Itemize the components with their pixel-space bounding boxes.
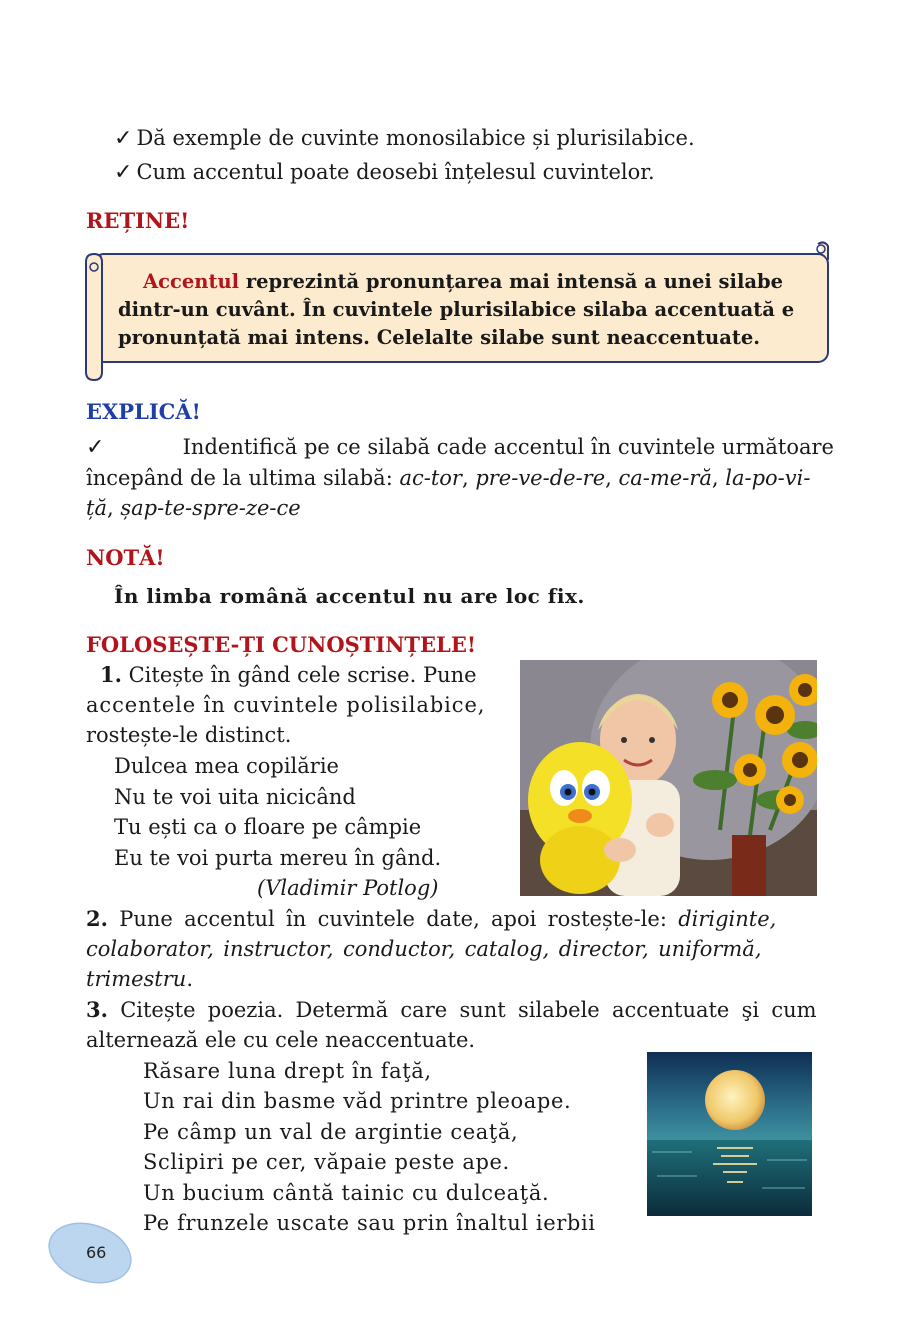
poem2-line: Pe câmp un val de argintie ceaţă, bbox=[143, 1119, 519, 1144]
sep: , bbox=[605, 466, 619, 490]
retine-line-2: dintr-un cuvânt. În cuvintele plurisilabice silaba accentuată e bbox=[118, 298, 795, 321]
bullet-item-2 bbox=[114, 157, 655, 188]
ex1-line-2: accentele în cuvintele polisilabice, bbox=[86, 693, 486, 717]
page-number: 66 bbox=[86, 1243, 107, 1262]
bullet-text-1: Dă exemple de cuvinte monosilabice și plurisilabice. bbox=[136, 126, 695, 150]
ex1-line-3: rostește-le distinct. bbox=[86, 723, 292, 747]
exercise-3 bbox=[86, 995, 836, 1055]
explica-line-1: Indentifică pe ce silabă cade accentul în cuvintele următoare bbox=[182, 435, 834, 459]
ex1-line-1 bbox=[86, 660, 502, 690]
ex3-line-2: alternează ele cu cele neaccentuate. bbox=[86, 1028, 476, 1052]
word-actor: ac-tor bbox=[399, 466, 462, 490]
explica-line-3 bbox=[86, 493, 834, 523]
retine-line-3: pronunțată mai intens. Celelalte silabe sunt neaccentuate. bbox=[118, 326, 761, 349]
sep: , bbox=[711, 466, 726, 490]
ex2-word-trimestru: trimestru bbox=[86, 967, 187, 991]
poem1-line: Tu ești ca o floare pe câmpie bbox=[114, 815, 422, 839]
nota-heading: NOTĂ! bbox=[86, 545, 165, 570]
explica-text bbox=[86, 432, 834, 523]
retine-text bbox=[118, 268, 808, 352]
checkmark-icon: ✓ bbox=[114, 160, 133, 185]
foloseste-heading: FOLOSEȘTE-ȚI CUNOȘTINȚELE! bbox=[86, 632, 477, 657]
poem1-line: Dulcea mea copilărie bbox=[114, 754, 339, 778]
moon-sea-photo bbox=[647, 1052, 812, 1216]
ex2-line-1-text: Pune accentul în cuvintele date, apoi rostește-le: bbox=[107, 907, 679, 931]
word-saptesprezece: șap-te-spre-ze-ce bbox=[120, 496, 301, 520]
poem1-line: Nu te voi uita nicicând bbox=[114, 784, 356, 809]
ex2-word-diriginte: diriginte, bbox=[678, 907, 777, 931]
explica-heading: EXPLICĂ! bbox=[86, 399, 201, 424]
exercise-1 bbox=[86, 660, 502, 750]
nota-text: În limba română accentul nu are loc fix. bbox=[114, 584, 585, 608]
retine-heading: REȚINE! bbox=[86, 208, 190, 233]
word-lapovita-b: ță bbox=[86, 496, 107, 520]
checkmark-icon: ✓ bbox=[114, 126, 133, 151]
checkmark-icon: ✓ bbox=[86, 435, 105, 460]
ex2-line-3-end: . bbox=[186, 967, 194, 991]
bullet-item-1 bbox=[114, 123, 695, 154]
ex2-line-3 bbox=[86, 964, 836, 994]
child-sunflowers-photo bbox=[520, 660, 817, 896]
word-prevedere: pre-ve-de-re bbox=[475, 466, 606, 490]
word-lapovita-a: la-po-vi- bbox=[725, 466, 811, 490]
word-camera: ca-me-ră bbox=[618, 466, 712, 490]
ex3-line-1 bbox=[86, 995, 836, 1025]
retine-line-1: reprezintă pronunțarea mai intensă a unei silabe bbox=[239, 270, 784, 293]
page-number-badge bbox=[44, 1218, 136, 1284]
retine-scroll bbox=[82, 238, 834, 383]
poem1-line: Eu te voi purta mereu în gând. bbox=[114, 845, 442, 870]
sep: , bbox=[461, 466, 476, 490]
ex1-number: 1. bbox=[100, 662, 122, 687]
keyword-accentul: Accentul bbox=[143, 270, 240, 293]
sep: , bbox=[106, 496, 121, 520]
poem2-line: Un bucium cântă tainic cu dulceaţă. bbox=[143, 1180, 550, 1205]
exercise-2 bbox=[86, 904, 836, 994]
ex2-line-2: colaborator, instructor, conductor, catalog, director, uniformă, bbox=[86, 937, 762, 961]
explica-line-2-prefix: începând de la ultima silabă: bbox=[86, 466, 400, 490]
ex2-line-1 bbox=[86, 904, 836, 934]
poem-1 bbox=[114, 751, 441, 873]
poem2-line: Răsare luna drept în faţă, bbox=[143, 1059, 432, 1083]
explica-line-2 bbox=[86, 463, 834, 493]
ex1-line-1-text: Citește în gând cele scrise. Pune bbox=[121, 663, 477, 687]
poem2-line: Sclipiri pe cer, văpaie peste ape. bbox=[143, 1150, 510, 1175]
ex3-number: 3. bbox=[86, 997, 108, 1022]
ex2-number: 2. bbox=[86, 906, 108, 931]
poem-2 bbox=[143, 1056, 596, 1238]
poem2-line: Un rai din basme văd printre pleoape. bbox=[143, 1089, 572, 1114]
poem1-author: (Vladimir Potlog) bbox=[257, 876, 439, 900]
ex3-line-1-text: Citește poezia. Determă care sunt silabele accentuate şi cum bbox=[107, 998, 817, 1022]
poem2-line: Pe frunzele uscate sau prin înaltul ierbii bbox=[143, 1211, 596, 1236]
bullet-text-2: Cum accentul poate deosebi înțelesul cuvintelor. bbox=[136, 160, 655, 184]
